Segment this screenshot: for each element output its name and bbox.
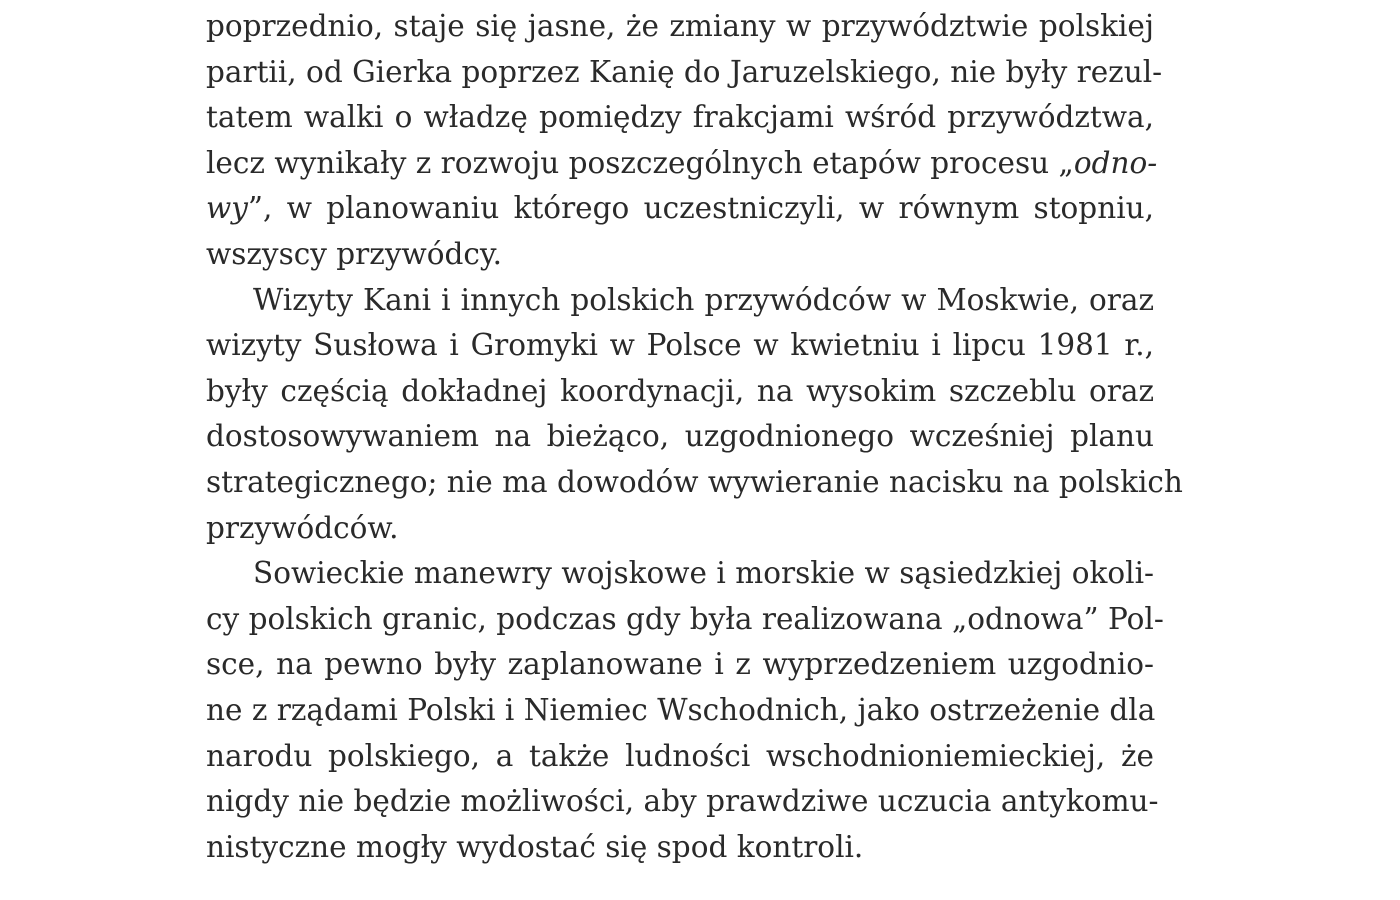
text-line: wizyty Susłowa i Gromyki w Polsce w kwietniu i lipcu 1981 r., xyxy=(206,328,1154,363)
text-line: ne z rządami Polski i Niemiec Wschodnich, jako ostrzeżenie dla xyxy=(206,692,1156,727)
italic-text-segment: odno- xyxy=(1073,145,1158,180)
text-line xyxy=(206,141,1158,187)
text-line: Wizyty Kani i innych polskich przywódców w Moskwie, oraz xyxy=(253,282,1154,317)
text-line xyxy=(206,186,1154,232)
text-line: tatem walki o władzę pomiędzy frakcjami wśród przywództwa, xyxy=(206,100,1154,135)
text-segment: ”, w planowaniu którego uczestniczyli, w równym stopniu, xyxy=(247,191,1154,226)
text-line: sce, na pewno były zaplanowane i z wyprzedzeniem uzgodnio- xyxy=(206,647,1154,682)
text-line: Sowieckie manewry wojskowe i morskie w sąsiedzkiej okoli- xyxy=(253,556,1154,591)
text-line: strategicznego; nie ma dowodów wywieranie nacisku na polskich xyxy=(206,464,1183,499)
text-line: cy polskich granic, podczas gdy była realizowana „odnowa” Pol- xyxy=(206,601,1164,636)
text-line: nigdy nie będzie możliwości, aby prawdziwe uczucia antykomu- xyxy=(206,784,1159,819)
body-text xyxy=(206,0,1183,870)
paragraph-2 xyxy=(206,278,1183,552)
text-line: partii, od Gierka poprzez Kanię do Jaruzelskiego, nie były rezul- xyxy=(206,54,1163,89)
text-line: poprzednio, staje się jasne, że zmiany w przywództwie polskiej xyxy=(206,9,1154,43)
paragraph-3 xyxy=(206,551,1164,870)
text-line: wszyscy przywódcy. xyxy=(206,236,503,271)
text-segment: lecz wynikały z rozwoju poszczególnych etapów procesu „ xyxy=(206,145,1074,180)
paragraph-1 xyxy=(206,4,1163,278)
text-line: były częścią dokładnej koordynacji, na wysokim szczeblu oraz xyxy=(206,373,1154,408)
text-line: narodu polskiego, a także ludności wschodnioniemieckiej, że xyxy=(206,738,1154,773)
italic-text-segment: wy xyxy=(206,191,248,226)
text-line: dostosowywaniem na bieżąco, uzgodnionego wcześniej planu xyxy=(206,419,1154,454)
text-line: nistyczne mogły wydostać się spod kontroli. xyxy=(206,829,864,864)
text-line: przywódców. xyxy=(206,510,399,545)
